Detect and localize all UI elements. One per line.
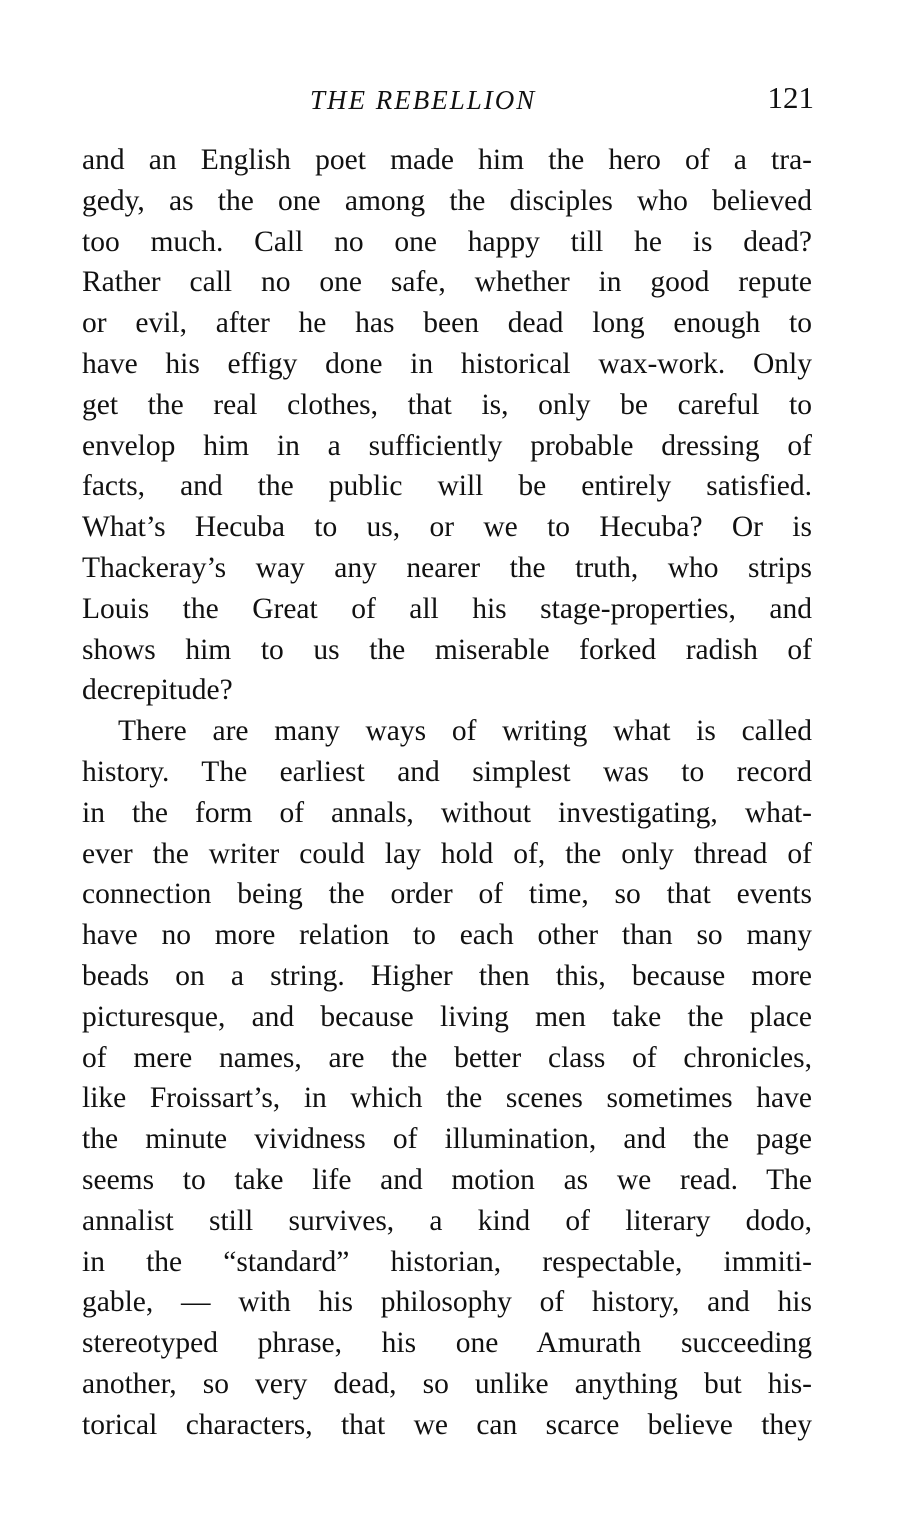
text-line: ever the writer could lay hold of, the only thread of — [82, 837, 812, 870]
running-head — [80, 80, 820, 120]
text-line: another, so very dead, so unlike anything but his- — [82, 1367, 812, 1400]
text-line: in the “standard” historian, respectable, immiti- — [82, 1245, 812, 1278]
text-line: seems to take life and motion as we read. The — [82, 1163, 812, 1196]
text-line: Rather call no one safe, whether in good repute — [82, 266, 812, 299]
text-line: gable, — with his philosophy of history, and his — [82, 1286, 812, 1319]
text-line: gedy, as the one among the disciples who believed — [82, 184, 812, 217]
text-line: Louis the Great of all his stage-properties, and — [82, 592, 812, 625]
text-line: torical characters, that we can scarce believe they — [82, 1408, 812, 1441]
text-line: of mere names, are the better class of chronicles, — [82, 1041, 812, 1074]
text-line: envelop him in a sufficiently probable dressing of — [82, 429, 812, 462]
text-line: Thackeray’s way any nearer the truth, who strips — [82, 551, 812, 584]
text-line: like Froissart’s, in which the scenes sometimes have — [82, 1082, 812, 1115]
text-line: stereotyped phrase, his one Amurath succeeding — [82, 1327, 812, 1360]
text-line: have his effigy done in historical wax-work. Only — [82, 347, 812, 380]
paragraph-1 — [82, 140, 812, 711]
paragraph-2 — [82, 711, 812, 1445]
text-line: There are many ways of writing what is called — [118, 715, 812, 748]
body-text — [82, 140, 812, 1446]
text-line: the minute vividness of illumination, and the page — [82, 1123, 812, 1156]
text-line: or evil, after he has been dead long enough to — [82, 307, 812, 340]
text-line: facts, and the public will be entirely satisfied. — [82, 470, 812, 503]
text-line: connection being the order of time, so that events — [82, 878, 812, 911]
text-line: history. The earliest and simplest was to record — [82, 755, 812, 788]
page-number: 121 — [767, 80, 814, 115]
text-line: decrepitude? — [82, 674, 233, 707]
text-line: What’s Hecuba to us, or we to Hecuba? Or is — [82, 511, 812, 544]
text-line: get the real clothes, that is, only be careful to — [82, 388, 812, 421]
text-line: shows him to us the miserable forked radish of — [82, 633, 812, 666]
text-line: beads on a string. Higher then this, because more — [82, 959, 812, 992]
text-line: have no more relation to each other than so many — [82, 919, 812, 952]
text-line: annalist still survives, a kind of literary dodo, — [82, 1204, 812, 1237]
text-line: and an English poet made him the hero of a tra- — [82, 144, 812, 176]
text-line: too much. Call no one happy till he is dead? — [82, 225, 812, 258]
text-line: picturesque, and because living men take the place — [82, 1000, 812, 1033]
text-line: in the form of annals, without investigating, what- — [82, 796, 812, 829]
running-title: THE REBELLION — [310, 85, 537, 115]
